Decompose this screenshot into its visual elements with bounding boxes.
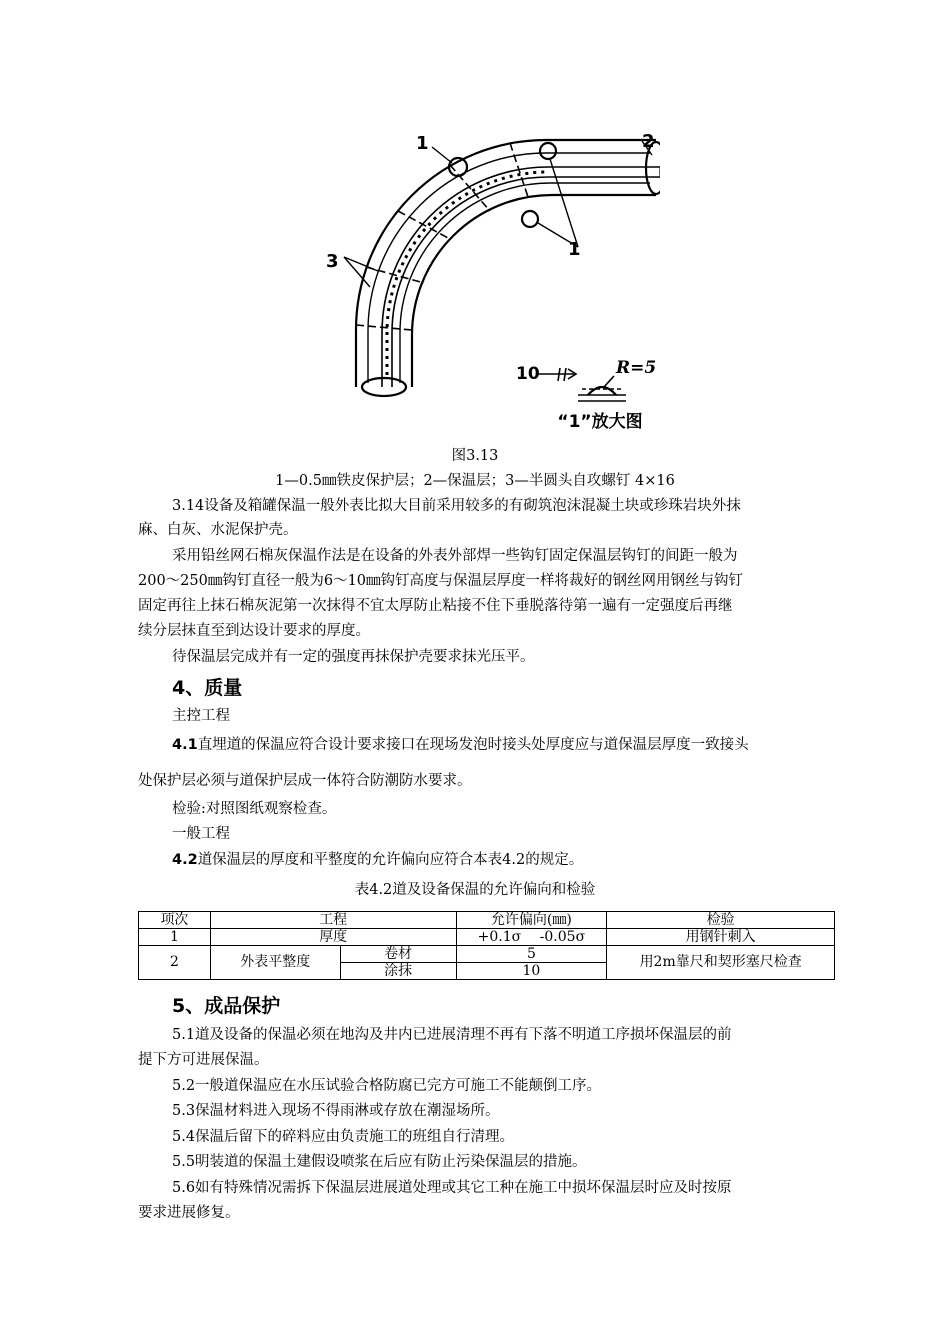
inspection-note: 检验:对照图纸观察检查。: [172, 801, 337, 817]
elbow-drawing: [356, 140, 660, 396]
row1-no: 1: [139, 929, 211, 946]
row1-check: 用钢针刺入: [607, 929, 835, 946]
paragraph-finish: 待保温层完成并有一定的强度再抹保护壳要求抹光压平。: [172, 649, 535, 665]
label-2: 2: [642, 131, 655, 152]
header-item: 工程: [210, 912, 456, 929]
paragraph-4-1-number: 4.1: [172, 737, 198, 753]
row2-no: 2: [139, 946, 211, 980]
paragraph-4-1-text: 直埋道的保温应符合设计要求接口在现场发泡时接头处厚度应与道保温层厚度一致接头: [197, 737, 749, 753]
paragraph-5-3: 5.3保温材料进入现场不得雨淋或存放在潮湿场所。: [172, 1103, 500, 1119]
main-control-label: 主控工程: [172, 708, 230, 724]
label-r5: R=5: [616, 358, 657, 378]
row2-tolerance1: 5: [456, 946, 607, 963]
label-1-top: 1: [416, 133, 429, 154]
row2-item: 外表平整度: [210, 946, 340, 980]
paragraph-4-2: [172, 850, 583, 870]
general-label: 一般工程: [172, 826, 230, 842]
paragraph-3-14-line2: 麻、白灰、水泥保护壳。: [138, 522, 298, 538]
table-header-row: [139, 912, 835, 929]
row2-tolerance2: 10: [456, 963, 607, 980]
row2-sub1: 卷材: [340, 946, 456, 963]
figure-caption: 图3.13: [451, 448, 499, 464]
table-row: [139, 929, 835, 946]
paragraph-5-5: 5.5明装道的保温土建假设喷浆在后应有防止污染保温层的措施。: [172, 1154, 587, 1170]
paragraph-4-2-text: 道保温层的厚度和平整度的允许偏向应符合本表4.2的规定。: [197, 852, 584, 868]
leader-lines: [344, 141, 652, 287]
paragraph-3-14-line1: 3.14设备及箱罐保温一般外表比拟大目前采用较多的有砌筑泡沫混凝土块或珍珠岩块外抹: [172, 498, 741, 514]
paragraph-4-1-line1: [172, 735, 749, 755]
row2-check: 用2m靠尺和契形塞尺检查: [607, 946, 835, 980]
table-title: 表4.2道及设备保温的允许偏向和检验: [354, 882, 596, 898]
paragraph-5-1-line2: 提下方可进展保温。: [138, 1052, 269, 1068]
paragraph-5-1-line1: 5.1道及设备的保温必须在地沟及井内已进展清理不再有下落不明道工序损坏保温层的前: [172, 1027, 732, 1043]
paragraph-wire-line3: 固定再往上抹石棉灰泥第一次抹得不宜太厚防止粘接不住下垂脱落待第一遍有一定强度后再继: [138, 598, 733, 614]
row1-tolerance: +0.1σ -0.05σ: [456, 929, 607, 946]
header-tolerance: 允许偏向(㎜): [456, 912, 607, 929]
paragraph-wire-line4: 续分层抹直至到达设计要求的厚度。: [138, 623, 370, 639]
paragraph-4-2-number: 4.2: [172, 852, 198, 868]
paragraph-5-2: 5.2一般道保温应在水压试验合格防腐已完方可施工不能颠倒工序。: [172, 1078, 602, 1094]
figure-legend: 1—0.5㎜铁皮保护层；2—保温层；3—半圆头自攻螺钉 4×16: [275, 473, 675, 489]
paragraph-4-1-line2: 处保护层必须与道保护层成一体符合防潮防水要求。: [138, 773, 472, 789]
detail-caption: “1”放大图: [557, 412, 643, 432]
row2-sub2: 涂抹: [340, 963, 456, 980]
paragraph-5-6-line2: 要求进展修复。: [138, 1205, 240, 1221]
header-no: 项次: [139, 912, 211, 929]
table-row: [139, 946, 835, 963]
header-check: 检验: [607, 912, 835, 929]
detail-enlargement: [516, 358, 656, 432]
paragraph-5-6-line1: 5.6如有特殊情况需拆下保温层进展道处理或其它工种在施工中损坏保温层时应及时按原: [172, 1180, 732, 1196]
paragraph-5-4: 5.4保温后留下的碎料应由负责施工的班组自行清理。: [172, 1129, 515, 1145]
paragraph-wire-line2: 200～250㎜钩钉直径一般为6～10㎜钩钉高度与保温层厚度一样将裁好的钢丝网用钢丝与钩钉: [138, 573, 744, 589]
paragraph-wire-line1: 采用铅丝网石棉灰保温作法是在设备的外表外部焊一些钩钉固定保温层钩钉的间距一般为: [172, 548, 738, 564]
section-5-heading: 5、成品保护: [172, 995, 281, 1017]
tolerance-table: [138, 911, 835, 980]
label-3: 3: [326, 251, 339, 272]
section-4-heading: 4、质量: [172, 677, 243, 699]
label-1-right: 1: [568, 239, 581, 260]
row1-item: 厚度: [210, 929, 456, 946]
label-10: 10: [516, 364, 540, 384]
pipe-elbow-figure: [320, 125, 660, 435]
